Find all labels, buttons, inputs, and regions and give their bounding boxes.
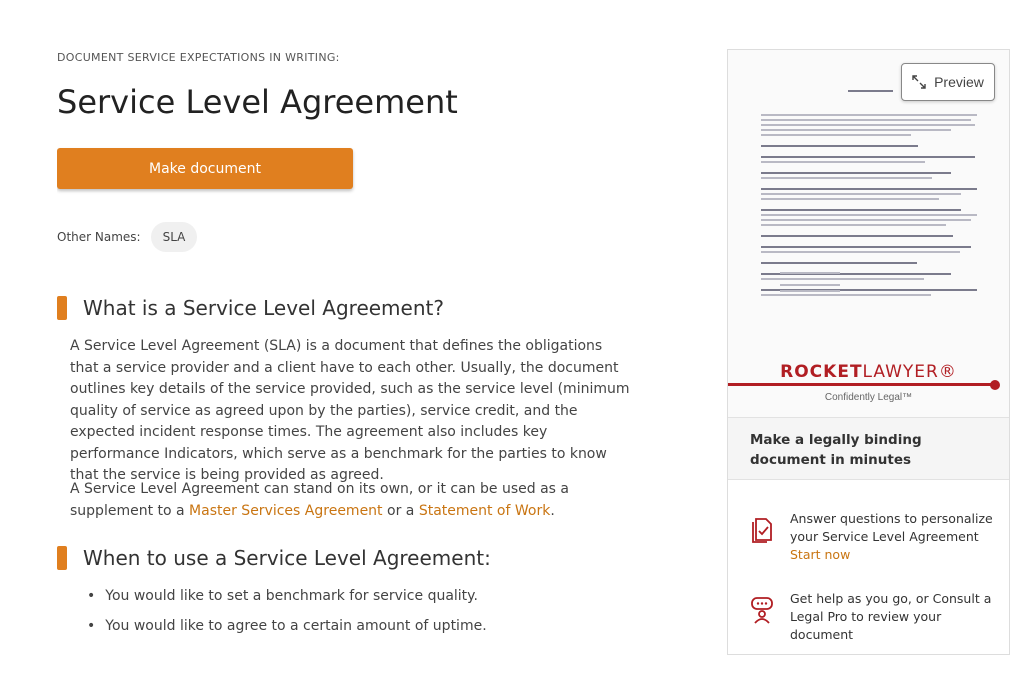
feature-text: Answer questions to personalize your Service Level Agreement xyxy=(790,511,993,544)
document-preview-line xyxy=(761,262,917,264)
make-document-button[interactable]: Make document xyxy=(57,148,353,189)
document-preview-line xyxy=(780,290,840,292)
other-names xyxy=(57,222,197,252)
document-preview-line xyxy=(761,177,932,179)
document-preview-line xyxy=(761,161,925,163)
chat-person-icon xyxy=(750,596,774,624)
list-item: • You would like to set a benchmark for service quality. xyxy=(87,588,487,618)
other-name-chip: SLA xyxy=(151,222,198,252)
brand-tagline: Confidently Legal™ xyxy=(824,392,913,403)
document-preview-line xyxy=(761,172,951,174)
document-preview-line xyxy=(761,209,961,211)
section-title: What is a Service Level Agreement? xyxy=(83,296,444,320)
document-preview-line xyxy=(761,124,975,126)
brand-rule xyxy=(728,383,994,386)
document-preview-line xyxy=(761,251,960,253)
document-preview-line xyxy=(761,219,971,221)
eyebrow-text: DOCUMENT SERVICE EXPECTATIONS IN WRITING: xyxy=(57,51,340,64)
list-item: • You would like to agree to a certain amount of uptime. xyxy=(87,618,487,648)
statement-of-work-link[interactable]: Statement of Work xyxy=(418,502,551,519)
brand-dot xyxy=(990,380,1000,390)
document-preview-line xyxy=(761,198,939,200)
document-preview-line xyxy=(761,224,946,226)
preview-button[interactable] xyxy=(901,63,995,101)
document-preview-line xyxy=(761,294,931,296)
feature-text: Get help as you go, or Consult a Legal Pro to review your document xyxy=(790,591,992,642)
expand-icon xyxy=(912,75,926,89)
use-case-list xyxy=(87,588,487,648)
definition-paragraph: A Service Level Agreement (SLA) is a document that defines the obligations that a service provider and a client have to each other. Usually, the document outlines key details of the service provided, such as the service level (minimum quality of service as agreed upon by the parties), service credit, and the expected incident response times. The agreement also includes key performance Indicators, which serve as a benchmark for the parties to know that the service is being provided as agreed. xyxy=(70,338,630,483)
document-preview-line xyxy=(761,235,953,237)
document-preview-line xyxy=(761,214,977,216)
page-title: Service Level Agreement xyxy=(57,83,458,121)
document-preview-line xyxy=(761,129,951,131)
document-preview-thumbnail[interactable] xyxy=(728,50,1009,418)
document-preview-line xyxy=(761,246,971,248)
other-names-label: Other Names: xyxy=(57,230,141,244)
section-when-to-use xyxy=(57,546,491,570)
start-now-link[interactable]: Start now xyxy=(790,547,851,562)
section-title: When to use a Service Level Agreement: xyxy=(83,546,491,570)
section-accent-bar xyxy=(57,546,67,570)
supplement-text-before: A Service Level Agreement can stand on its own, or it can be used as a supplement to a xyxy=(70,481,569,519)
main-content xyxy=(57,0,637,655)
document-preview-line xyxy=(761,193,961,195)
document-preview-line xyxy=(761,134,911,136)
document-side-panel xyxy=(727,49,1010,655)
preview-label: Preview xyxy=(934,74,984,90)
document-preview-line xyxy=(780,284,840,286)
feature-personalize xyxy=(750,510,1000,564)
section-accent-bar xyxy=(57,296,67,320)
master-services-agreement-link[interactable]: Master Services Agreement xyxy=(189,502,383,519)
document-preview-line xyxy=(761,145,918,147)
supplement-paragraph xyxy=(70,479,630,522)
supplement-text-mid: or a xyxy=(382,502,419,519)
document-preview-line xyxy=(761,114,977,116)
supplement-text-after: . xyxy=(550,502,555,519)
document-preview-line xyxy=(761,188,977,190)
document-preview-line xyxy=(780,278,840,280)
document-preview-line xyxy=(761,119,971,121)
panel-headline: Make a legally binding document in minutes xyxy=(728,418,1009,480)
feature-get-help xyxy=(750,590,1000,644)
document-check-icon xyxy=(750,516,774,544)
document-preview-line xyxy=(780,272,840,274)
document-preview-line xyxy=(848,90,893,92)
document-preview-line xyxy=(761,156,975,158)
rocket-lawyer-logo: ROCKETLAWYER® xyxy=(780,362,957,382)
section-what-is xyxy=(57,296,444,320)
